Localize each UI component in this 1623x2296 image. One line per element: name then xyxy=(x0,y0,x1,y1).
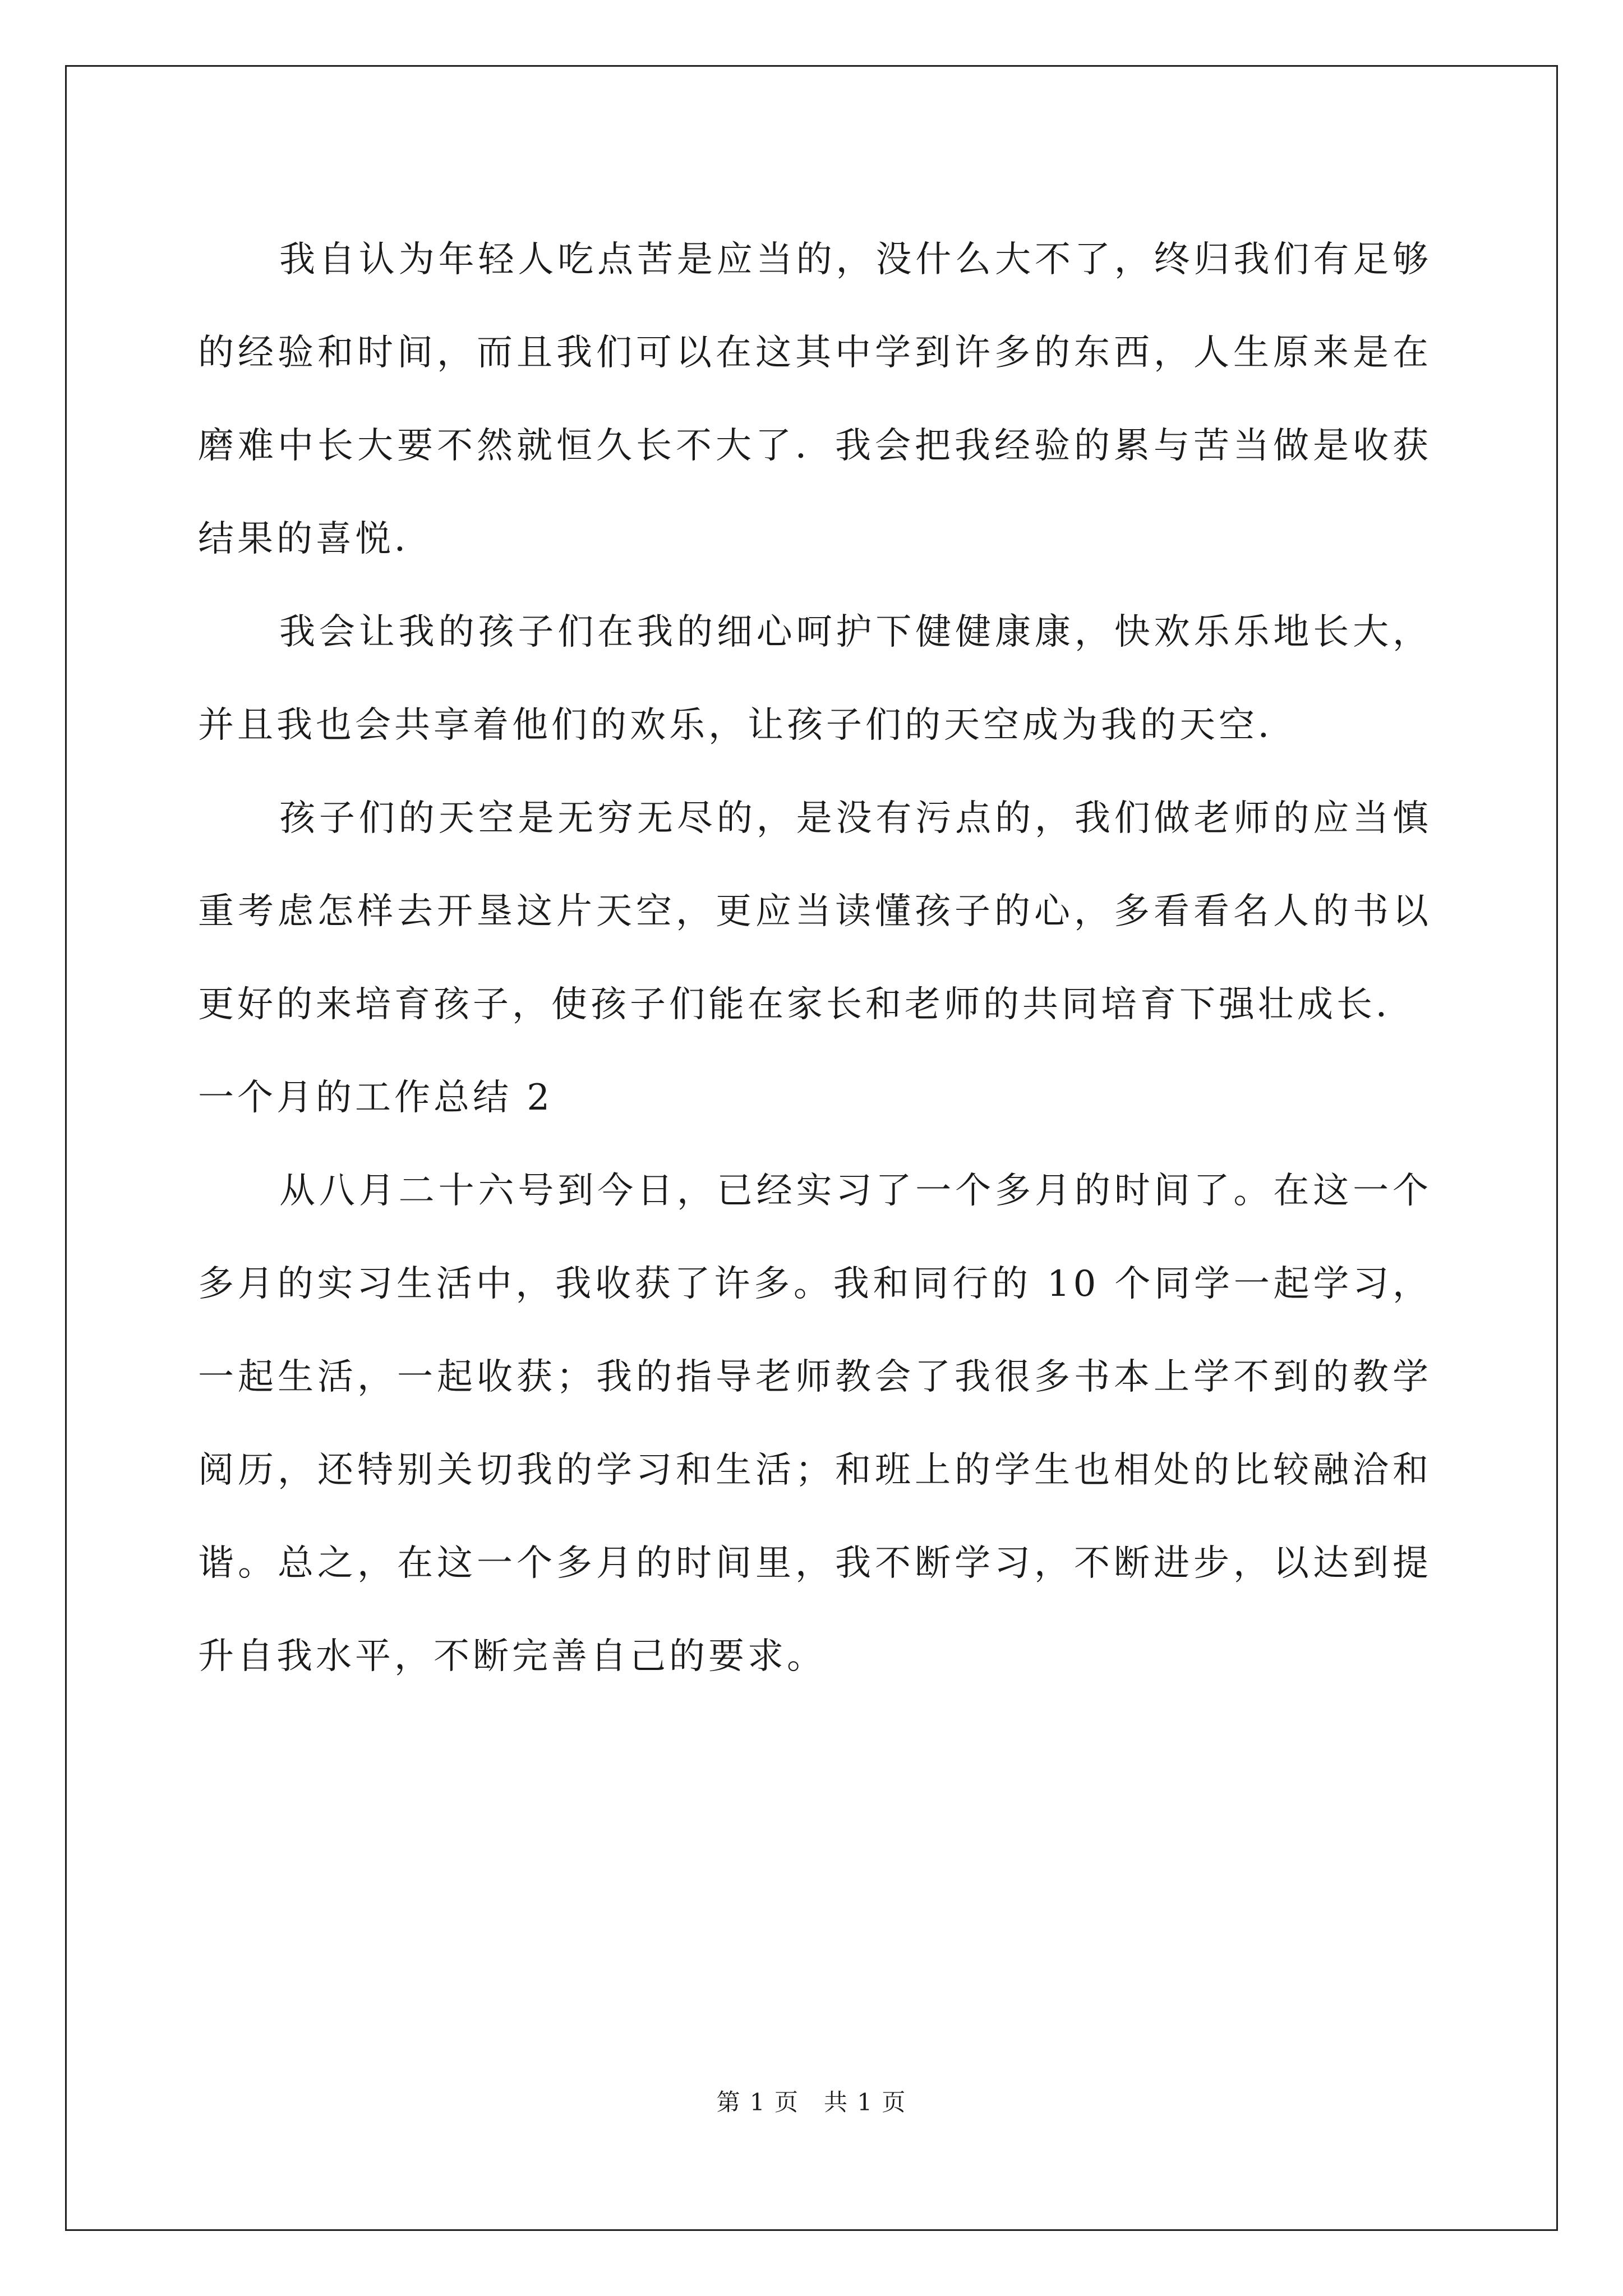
section-heading: 一个月的工作总结 2 xyxy=(198,1077,554,1119)
page-footer: 第 1 页 共 1 页 xyxy=(716,2088,907,2116)
paragraph-1: 我自认为年轻人吃点苦是应当的，没什么大不了，终归我们有足够的经验和时间，而且我们可以在这其中学到许多的东西，人生原来是在磨难中长大要不然就恒久长不大了．我会把我经验的累与苦当做是收获结果的喜悦． xyxy=(198,239,1432,560)
paragraph-4: 从八月二十六号到今日，已经实习了一个多月的时间了。在这一个多月的实习生活中，我收获了许多。我和同行的 10 个同学一起学习，一起生活，一起收获；我的指导老师教会了我很多书本上学不到的教学阅历，还特别关切我的学习和生活；和班上的学生也相处的比较融洽和谐。总之，在这一个多月的时间里，我不断学习，不断进步，以达到提升自我水平，不断完善自己的要求。 xyxy=(198,1170,1432,1677)
paragraph-3: 孩子们的天空是无穷无尽的，是没有污点的，我们做老师的应当慎重考虑怎样去开垦这片天空，更应当读懂孩子的心，多看看名人的书以更好的来培育孩子，使孩子们能在家长和老师的共同培育下强壮成长． xyxy=(198,798,1432,1025)
paragraph-2: 我会让我的孩子们在我的细心呵护下健健康康，快欢乐乐地长大，并且我也会共享着他们的欢乐，让孩子们的天空成为我的天空． xyxy=(198,611,1432,746)
document-body xyxy=(198,213,1432,1703)
